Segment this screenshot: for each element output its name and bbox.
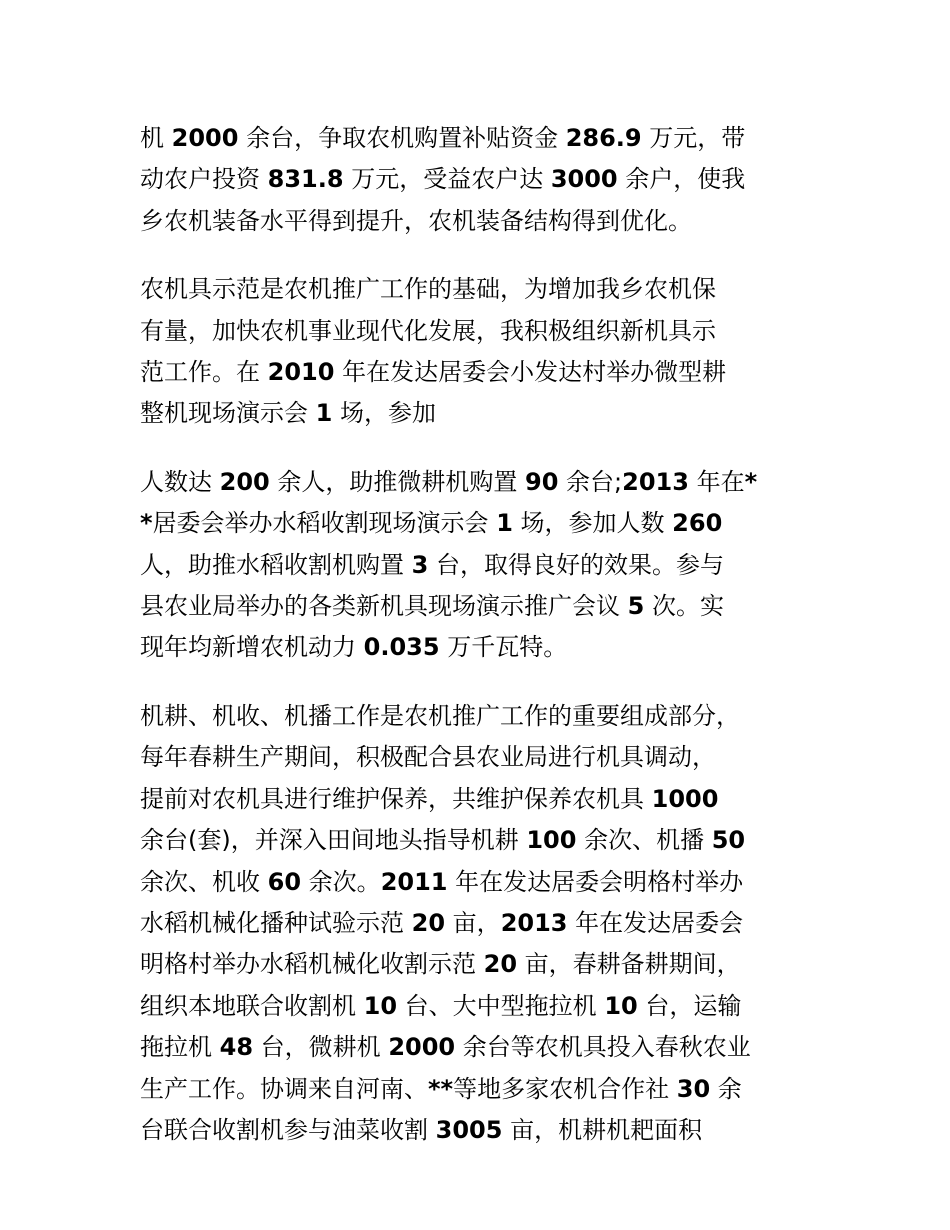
text-line: 动农户投资 831.8 万元，受益农户达 3000 余户，使我 [140,165,746,194]
text-line: 生产工作。协调来自河南、**等地多家农机合作社 30 余 [140,1074,742,1103]
text-line: 农机具示范是农机推广工作的基础，为增加我乡农机保 [140,275,716,304]
text-line: 范工作。在 2010 年在发达居委会小发达村举办微型耕 [140,358,727,387]
text-line: 有量，加快农机事业现代化发展，我积极组织新机具示 [140,316,716,345]
text-line: 水稻机械化播种试验示范 20 亩，2013 年在发达居委会 [140,908,744,937]
text-line: 机耕、机收、机播工作是农机推广工作的重要组成部分， [140,701,740,730]
text-line: 余次、机收 60 余次。2011 年在发达居委会明格村举办 [140,867,744,896]
paragraph-4 [140,696,812,1151]
text-line: 台联合收割机参与油菜收割 3005 亩，机耕机耙面积 [140,1115,703,1144]
text-line: 现年均新增农机动力 0.035 万千瓦特。 [140,633,568,662]
text-line: 机 2000 余台，争取农机购置补贴资金 286.9 万元，带 [140,124,746,152]
paragraph-2 [140,269,812,435]
text-line: 人数达 200 余人，助推微耕机购置 90 余台;2013 年在* [140,467,758,496]
text-line: 余台(套)，并深入田间地头指导机耕 100 余次、机播 50 [140,826,746,855]
text-line: 县农业局举办的各类新机具现场演示推广会议 5 次。实 [140,592,724,621]
text-line: *居委会举办水稻收割现场演示会 1 场，参加人数 260 [140,509,723,538]
text-line: 每年春耕生产期间，积极配合县农业局进行机具调动， [140,743,716,772]
document-page [140,118,812,1178]
text-line: 乡农机装备水平得到提升，农机装备结构得到优化。 [140,206,692,235]
paragraph-3 [140,462,812,669]
text-line: 提前对农机具进行维护保养，共维护保养农机具 1000 [140,784,719,813]
text-line: 整机现场演示会 1 场，参加 [140,399,436,428]
text-line: 人，助推水稻收割机购置 3 台，取得良好的效果。参与 [140,550,724,579]
text-line: 组织本地联合收割机 10 台、大中型拖拉机 10 台，运输 [140,991,742,1020]
paragraph-1 [140,118,812,242]
text-line: 拖拉机 48 台，微耕机 2000 余台等农机具投入春秋农业 [140,1033,751,1062]
text-line: 明格村举办水稻机械化收割示范 20 亩，春耕备耕期间， [140,950,741,979]
